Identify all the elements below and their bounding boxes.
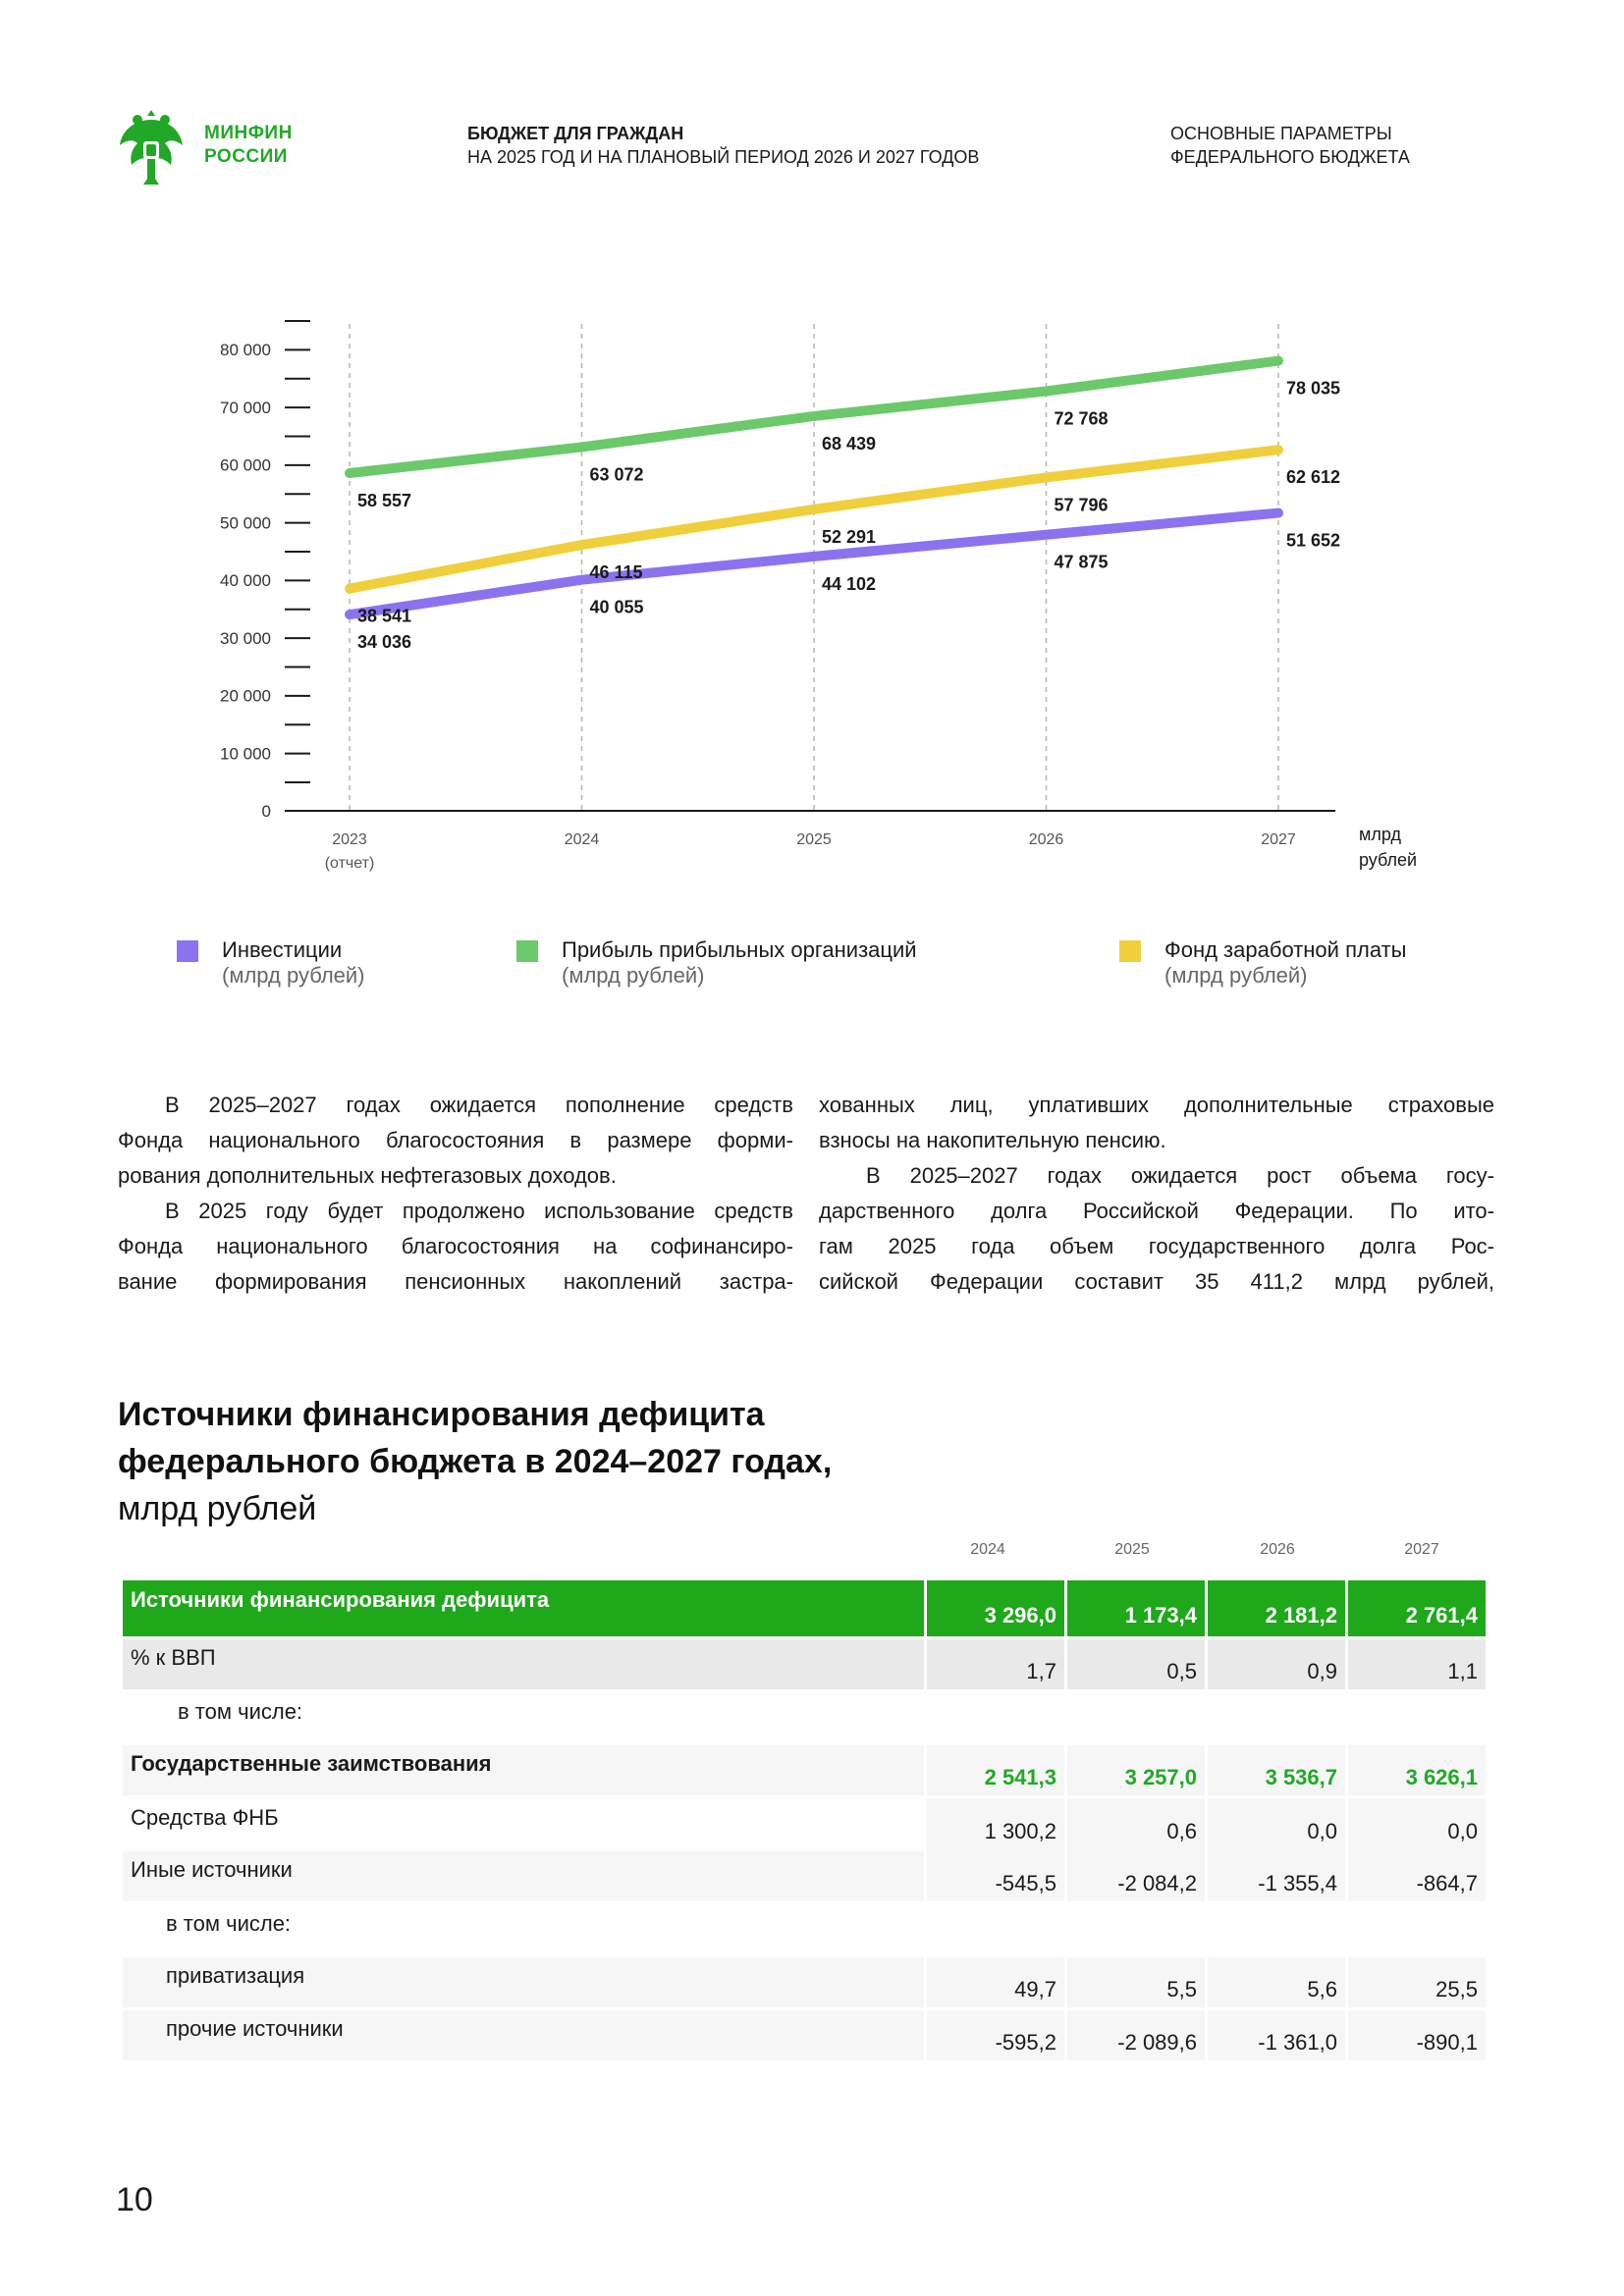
cell: 0,0 bbox=[1208, 1798, 1345, 1851]
row-label: в том числе: bbox=[123, 1904, 924, 1957]
cell: -864,7 bbox=[1348, 1851, 1486, 1904]
legend-swatch-investments bbox=[177, 940, 198, 962]
table-unit: млрд рублей bbox=[118, 1490, 317, 1527]
cell bbox=[927, 1692, 1064, 1745]
data-label: 40 055 bbox=[589, 597, 644, 617]
row-label: Иные источники bbox=[123, 1851, 924, 1904]
data-label: 34 036 bbox=[357, 632, 412, 653]
x-tick-label: 2027 bbox=[1261, 831, 1296, 848]
row-label: Источники финансирования дефицита bbox=[123, 1580, 924, 1639]
y-tick-label: 30 000 bbox=[220, 628, 271, 648]
table-row bbox=[123, 1904, 1486, 1957]
y-tick-label: 40 000 bbox=[220, 571, 271, 590]
row-label: прочие источники bbox=[123, 2010, 924, 2063]
cell: -545,5 bbox=[927, 1851, 1064, 1904]
text-line: В 2025 году будет продолжено использование средств bbox=[165, 1199, 793, 1223]
cell: 0,0 bbox=[1348, 1798, 1486, 1851]
cell: 25,5 bbox=[1348, 1957, 1486, 2010]
legend-swatch-profit bbox=[516, 940, 538, 962]
text-line: гам 2025 года объем государственного долга Рос- bbox=[819, 1234, 1494, 1258]
legend-unit: (млрд рублей) bbox=[1164, 963, 1308, 988]
cell bbox=[1067, 1904, 1205, 1957]
cell: 3 626,1 bbox=[1348, 1745, 1486, 1798]
table-row bbox=[123, 1798, 1486, 1851]
cell bbox=[1067, 1692, 1205, 1745]
deficit-table bbox=[120, 1580, 1489, 2063]
cell: -890,1 bbox=[1348, 2010, 1486, 2063]
data-label: 58 557 bbox=[357, 490, 412, 510]
cell: 0,9 bbox=[1208, 1639, 1345, 1692]
y-tick-label: 20 000 bbox=[220, 686, 271, 706]
unit-label: млрд bbox=[1359, 825, 1401, 844]
logo-name-line2: РОССИИ bbox=[204, 146, 288, 167]
table-title-line1: Источники финансирования дефицита bbox=[118, 1396, 765, 1433]
data-label: 78 035 bbox=[1286, 378, 1341, 399]
cell: -2 089,6 bbox=[1067, 2010, 1205, 2063]
text-line: дарственного долга Российской Федерации. По ито- bbox=[819, 1199, 1494, 1223]
year-header: 2026 bbox=[1260, 1541, 1295, 1558]
series-line-payroll bbox=[350, 450, 1278, 588]
text-column-right bbox=[819, 1088, 1494, 1300]
row-label: в том числе: bbox=[123, 1692, 924, 1745]
cell: 3 296,0 bbox=[927, 1580, 1064, 1639]
cell bbox=[1348, 1692, 1486, 1745]
section-name-line1: ОСНОВНЫЕ ПАРАМЕТРЫ bbox=[1170, 124, 1392, 143]
cell: -1 355,4 bbox=[1208, 1851, 1345, 1904]
data-label: 52 291 bbox=[822, 526, 877, 547]
cell: 49,7 bbox=[927, 1957, 1064, 2010]
y-tick-label: 60 000 bbox=[220, 455, 271, 475]
row-label: Государственные заимствования bbox=[123, 1745, 924, 1798]
text-line: вание формирования пенсионных накоплений застра- bbox=[118, 1269, 793, 1294]
data-label: 51 652 bbox=[1286, 530, 1341, 551]
cell: 2 541,3 bbox=[927, 1745, 1064, 1798]
x-tick-label: 2024 bbox=[564, 831, 600, 848]
table-row bbox=[123, 1745, 1486, 1798]
legend-unit: (млрд рублей) bbox=[562, 963, 705, 988]
cell: 1,7 bbox=[927, 1639, 1064, 1692]
data-label: 38 541 bbox=[357, 606, 412, 626]
text-line: взносы на накопительную пенсию. bbox=[819, 1128, 1166, 1152]
cell: 1,1 bbox=[1348, 1639, 1486, 1692]
text-line: Фонда национального благосостояния в размере форми- bbox=[118, 1128, 793, 1152]
cell: 2 181,2 bbox=[1208, 1580, 1345, 1639]
data-label: 72 768 bbox=[1054, 408, 1109, 429]
text-column-left bbox=[118, 1088, 793, 1300]
unit-label: рублей bbox=[1359, 850, 1418, 870]
data-label: 46 115 bbox=[589, 562, 643, 583]
cell: 5,6 bbox=[1208, 1957, 1345, 2010]
cell: 2 761,4 bbox=[1348, 1580, 1486, 1639]
year-header: 2024 bbox=[970, 1541, 1005, 1558]
cell bbox=[1348, 1904, 1486, 1957]
x-tick-label: 2023 bbox=[332, 831, 367, 848]
y-tick-label: 70 000 bbox=[220, 398, 271, 417]
cell: -595,2 bbox=[927, 2010, 1064, 2063]
legend-label: Фонд заработной платы bbox=[1164, 937, 1407, 962]
data-label: 62 612 bbox=[1286, 467, 1341, 488]
logo-name-line1: МИНФИН bbox=[204, 123, 293, 143]
table-row bbox=[123, 2010, 1486, 2063]
data-label: 57 796 bbox=[1054, 495, 1109, 515]
cell: 1 173,4 bbox=[1067, 1580, 1205, 1639]
x-tick-sublabel: (отчет) bbox=[324, 855, 375, 872]
table-row bbox=[123, 1957, 1486, 2010]
x-tick-label: 2025 bbox=[796, 831, 832, 848]
cell: 3 536,7 bbox=[1208, 1745, 1345, 1798]
cell: 3 257,0 bbox=[1067, 1745, 1205, 1798]
table-title-line2: федерального бюджета в 2024–2027 годах, bbox=[118, 1443, 833, 1480]
legend-swatch-payroll bbox=[1119, 940, 1141, 962]
row-label: % к ВВП bbox=[123, 1639, 924, 1692]
line-chart bbox=[0, 0, 1624, 903]
year-header: 2027 bbox=[1404, 1541, 1439, 1558]
cell: 0,6 bbox=[1067, 1798, 1205, 1851]
table-row bbox=[123, 1639, 1486, 1692]
data-label: 68 439 bbox=[822, 433, 877, 454]
table-row bbox=[123, 1851, 1486, 1904]
text-line: рования дополнительных нефтегазовых доходов. bbox=[118, 1163, 617, 1188]
cell: 1 300,2 bbox=[927, 1798, 1064, 1851]
data-label: 63 072 bbox=[589, 464, 644, 485]
page-number: 10 bbox=[116, 2181, 153, 2218]
legend-unit: (млрд рублей) bbox=[222, 963, 365, 988]
y-tick-label: 80 000 bbox=[220, 341, 271, 359]
text-line: хованных лиц, уплативших дополнительные страховые bbox=[819, 1093, 1494, 1117]
x-tick-label: 2026 bbox=[1028, 831, 1064, 848]
row-label: Средства ФНБ bbox=[123, 1798, 924, 1851]
doc-subtitle: НА 2025 ГОД И НА ПЛАНОВЫЙ ПЕРИОД 2026 И 2027 ГОДОВ bbox=[467, 147, 980, 167]
text-line: Фонда национального благосостояния на софинансиро- bbox=[118, 1234, 793, 1258]
y-tick-label: 10 000 bbox=[220, 744, 271, 764]
table-row bbox=[123, 1692, 1486, 1745]
legend-label: Прибыль прибыльных организаций bbox=[562, 937, 917, 962]
text-line: В 2025–2027 годах ожидается пополнение средств bbox=[165, 1093, 793, 1117]
text-line: сийской Федерации составит 35 411,2 млрд рублей, bbox=[819, 1269, 1494, 1294]
cell: 0,5 bbox=[1067, 1639, 1205, 1692]
legend-label: Инвестиции bbox=[222, 937, 343, 962]
section-name-line2: ФЕДЕРАЛЬНОГО БЮДЖЕТА bbox=[1170, 147, 1410, 167]
data-label: 44 102 bbox=[822, 573, 877, 594]
year-header: 2025 bbox=[1114, 1541, 1150, 1558]
cell bbox=[927, 1904, 1064, 1957]
y-tick-label: 0 bbox=[261, 802, 271, 821]
text-line: В 2025–2027 годах ожидается рост объема госу- bbox=[866, 1163, 1494, 1188]
data-label: 47 875 bbox=[1054, 552, 1109, 572]
table-row bbox=[123, 1580, 1486, 1639]
cell: -1 361,0 bbox=[1208, 2010, 1345, 2063]
row-label: приватизация bbox=[123, 1957, 924, 2010]
y-tick-label: 50 000 bbox=[220, 513, 271, 533]
cell bbox=[1208, 1904, 1345, 1957]
cell bbox=[1208, 1692, 1345, 1745]
doc-title: БЮДЖЕТ ДЛЯ ГРАЖДАН bbox=[467, 124, 684, 143]
cell: 5,5 bbox=[1067, 1957, 1205, 2010]
cell: -2 084,2 bbox=[1067, 1851, 1205, 1904]
